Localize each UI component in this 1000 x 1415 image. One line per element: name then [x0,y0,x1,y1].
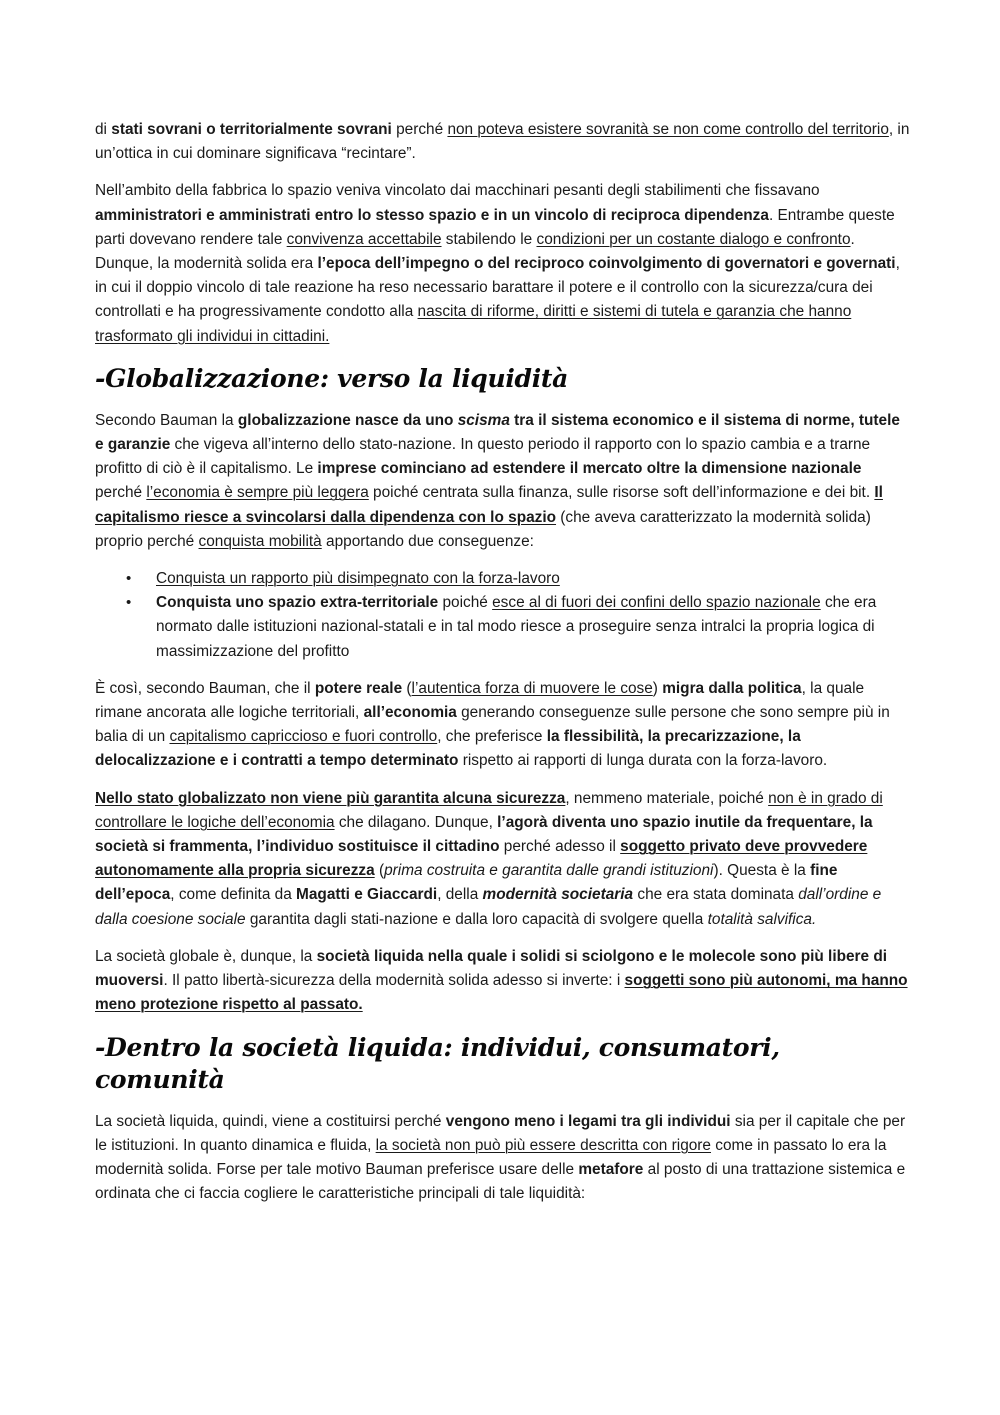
text: perché [95,484,147,502]
bullet-icon: • [126,570,132,588]
underlined-text: conquista mobilità [198,532,322,550]
text: che dilagano. Dunque, [334,813,498,831]
paragraph [95,1110,910,1207]
paragraph [95,945,910,1018]
underlined-text: convivenza accettabile [286,230,442,248]
bold-text: metafore [578,1160,644,1178]
text: generando conseguenze sulle persone che sono sempre più in balia di un [95,704,890,746]
text: . Entrambe queste parti dovevano rendere tale [95,206,895,248]
text: poiché [438,594,493,612]
bold-text: vengono meno i legami tra gli individui [445,1112,731,1130]
underlined-text: esce al di fuori dei confini dello spazio nazionale [492,594,821,612]
paragraph [95,179,910,348]
text: La società globale è, dunque, la [95,947,317,965]
bold-text: fine dell’epoca [95,862,838,904]
underlined-text: non poteva esistere sovranità se non come controllo del territorio [447,121,889,138]
underlined-text: non è in grado di controllare le logiche dell’economia [95,789,883,831]
text: , la quale rimane ancorata alle logiche territoriali, [95,679,865,722]
text: , in un’ottica in cui dominare significava “recintare”. [95,121,910,163]
text: che vigeva all’interno dello stato-nazione. In questo periodo il rapporto con lo spazio cambia e a trarne profitto di ciò è il capitalismo. Le [95,436,871,478]
section-heading: -Dentro la società liquida: individui, consumatori, comunità [95,1032,780,1094]
italic-text: dall’ordine e dalla coesione sociale [95,886,882,928]
bold-text: stati sovrani o territorialmente sovrani [111,121,392,138]
paragraph [95,409,910,554]
bold-text: società liquida nella quale i solidi si sciolgono e le molecole sono più libere di muoversi [95,947,888,990]
underlined-text: Conquista un rapporto più disimpegnato con la forza-lavoro [156,570,560,588]
text: ). Questa è la [713,862,811,880]
text: perché [391,121,448,138]
bullet-icon: • [126,594,132,612]
text: , della [437,886,483,904]
underlined-text: nascita di riforme, diritti e sistemi di tutela e garanzia che hanno trasformato gli individui in cittadini. [95,303,852,345]
text: È così, secondo Bauman, che il [95,679,315,697]
text: perché adesso il [499,838,621,856]
text: al posto di una trattazione sistemica e ordinata che ci faccia cogliere le caratteristiche principali di tale liquidità: [95,1160,906,1203]
bold-text: amministratori e amministrati entro lo stesso spazio e in un vincolo di reciproca dipendenza [95,206,769,224]
text: , nemmeno materiale, poiché [565,789,769,807]
bold-text: l’epoca dell’impegno o del reciproco coinvolgimento di governatori e governati [317,255,896,273]
text: rispetto ai rapporti di lunga durata con la forza-lavoro. [458,752,828,770]
paragraph [95,677,910,774]
text: ) [652,679,663,697]
bold-text: tra il sistema economico e il sistema di norme, tutele e garanzie [95,411,900,454]
bold-underlined-text: Nello stato globalizzato non viene più garantita alcuna sicurezza [95,789,566,807]
bold-text: imprese cominciano ad estendere il mercato oltre la dimensione nazionale [317,460,862,478]
bold-text: l’agorà diventa uno spazio inutile da frequentare, la società si frammenta, l’individuo sostituisce il cittadino [95,813,873,856]
text: La società liquida, quindi, viene a costituirsi perché [95,1112,446,1130]
underlined-text: condizioni per un costante dialogo e confronto [536,230,851,248]
text: (che aveva caratterizzato la modernità solida) proprio perché [95,508,871,550]
underlined-text: la società non può più essere descritta con rigore [375,1136,711,1154]
bold-text: migra dalla politica [662,679,802,697]
text: , in cui il doppio vincolo di tale reazione ha reso necessario barattare il potere e il controllo con la sicurezza/cura dei controllati e ha progressivamente condotto alla [95,255,900,321]
italic-text: totalità salvifica. [707,910,817,928]
underlined-text: capitalismo capriccioso e fuori controllo [169,728,438,746]
list-item [126,591,910,664]
bold-text: potere reale [314,679,403,697]
text: , che preferisce [437,728,547,746]
bold-text: la flessibilità, la precarizzazione, la delocalizzazione e i contratti a tempo determinato [95,728,801,770]
text: che era stata dominata [633,886,799,904]
text: apportando due conseguenze: [321,532,534,550]
text: garantita dagli stati-nazione e dalla loro capacità di svolgere quella [245,910,708,928]
bold-underlined-text: soggetti sono più autonomi, ma hanno meno protezione rispetto al passato. [95,972,908,1014]
bold-text: all’economia [363,704,457,722]
text: come in passato lo era la modernità solida. Forse per tale motivo Bauman preferisce usare delle [95,1136,887,1178]
bold-underlined-text: Il capitalismo riesce a svincolarsi dalla dipendenza con lo spazio [95,484,883,526]
text: che era normato dalle istituzioni nazional-statali e in tal modo riesce a proseguire senza intralci la propria logica di massimizzazione del profitto [156,594,877,660]
text: Secondo Bauman la [95,411,238,429]
list-item [126,567,910,591]
text: stabilendo le [441,230,537,248]
text: . Dunque, la modernità solida era [95,230,855,273]
paragraph [95,787,910,932]
document-page [95,118,910,1219]
text: poiché centrata sulla finanza, sulle risorse soft dell’informazione e dei bit. [368,484,875,502]
bold-text: Magatti e Giaccardi [296,886,438,904]
text: Nell’ambito della fabbrica lo spazio veniva vincolato dai macchinari pesanti degli stabilimenti che fissavano [95,182,820,200]
text: , come definita da [170,886,297,904]
text: . Il patto libertà-sicurezza della modernità solida adesso si inverte: i [163,972,625,990]
bullet-list [95,567,910,664]
underlined-text: l’autentica forza di muovere le cose [411,679,653,697]
italic-text: prima costruita e garantita dalle grandi istituzioni [384,862,714,880]
text: ( [374,862,385,880]
bold-underlined-text: soggetto privato deve provvedere autonomamente alla propria sicurezza [95,838,868,880]
text: ( [402,679,412,697]
paragraph [95,118,910,166]
bold-text: Conquista uno spazio extra-territoriale [156,594,439,612]
section-heading: -Globalizzazione: verso la liquidità [95,363,569,393]
text: di [95,121,112,138]
text: sia per il capitale che per le istituzioni. In quanto dinamica e fluida, [95,1112,906,1154]
bold-italic-text: scisma [457,411,510,429]
bold-italic-text: modernità societaria [482,886,634,904]
bold-text: globalizzazione nasce da uno [237,411,458,429]
underlined-text: l’economia è sempre più leggera [146,484,369,502]
